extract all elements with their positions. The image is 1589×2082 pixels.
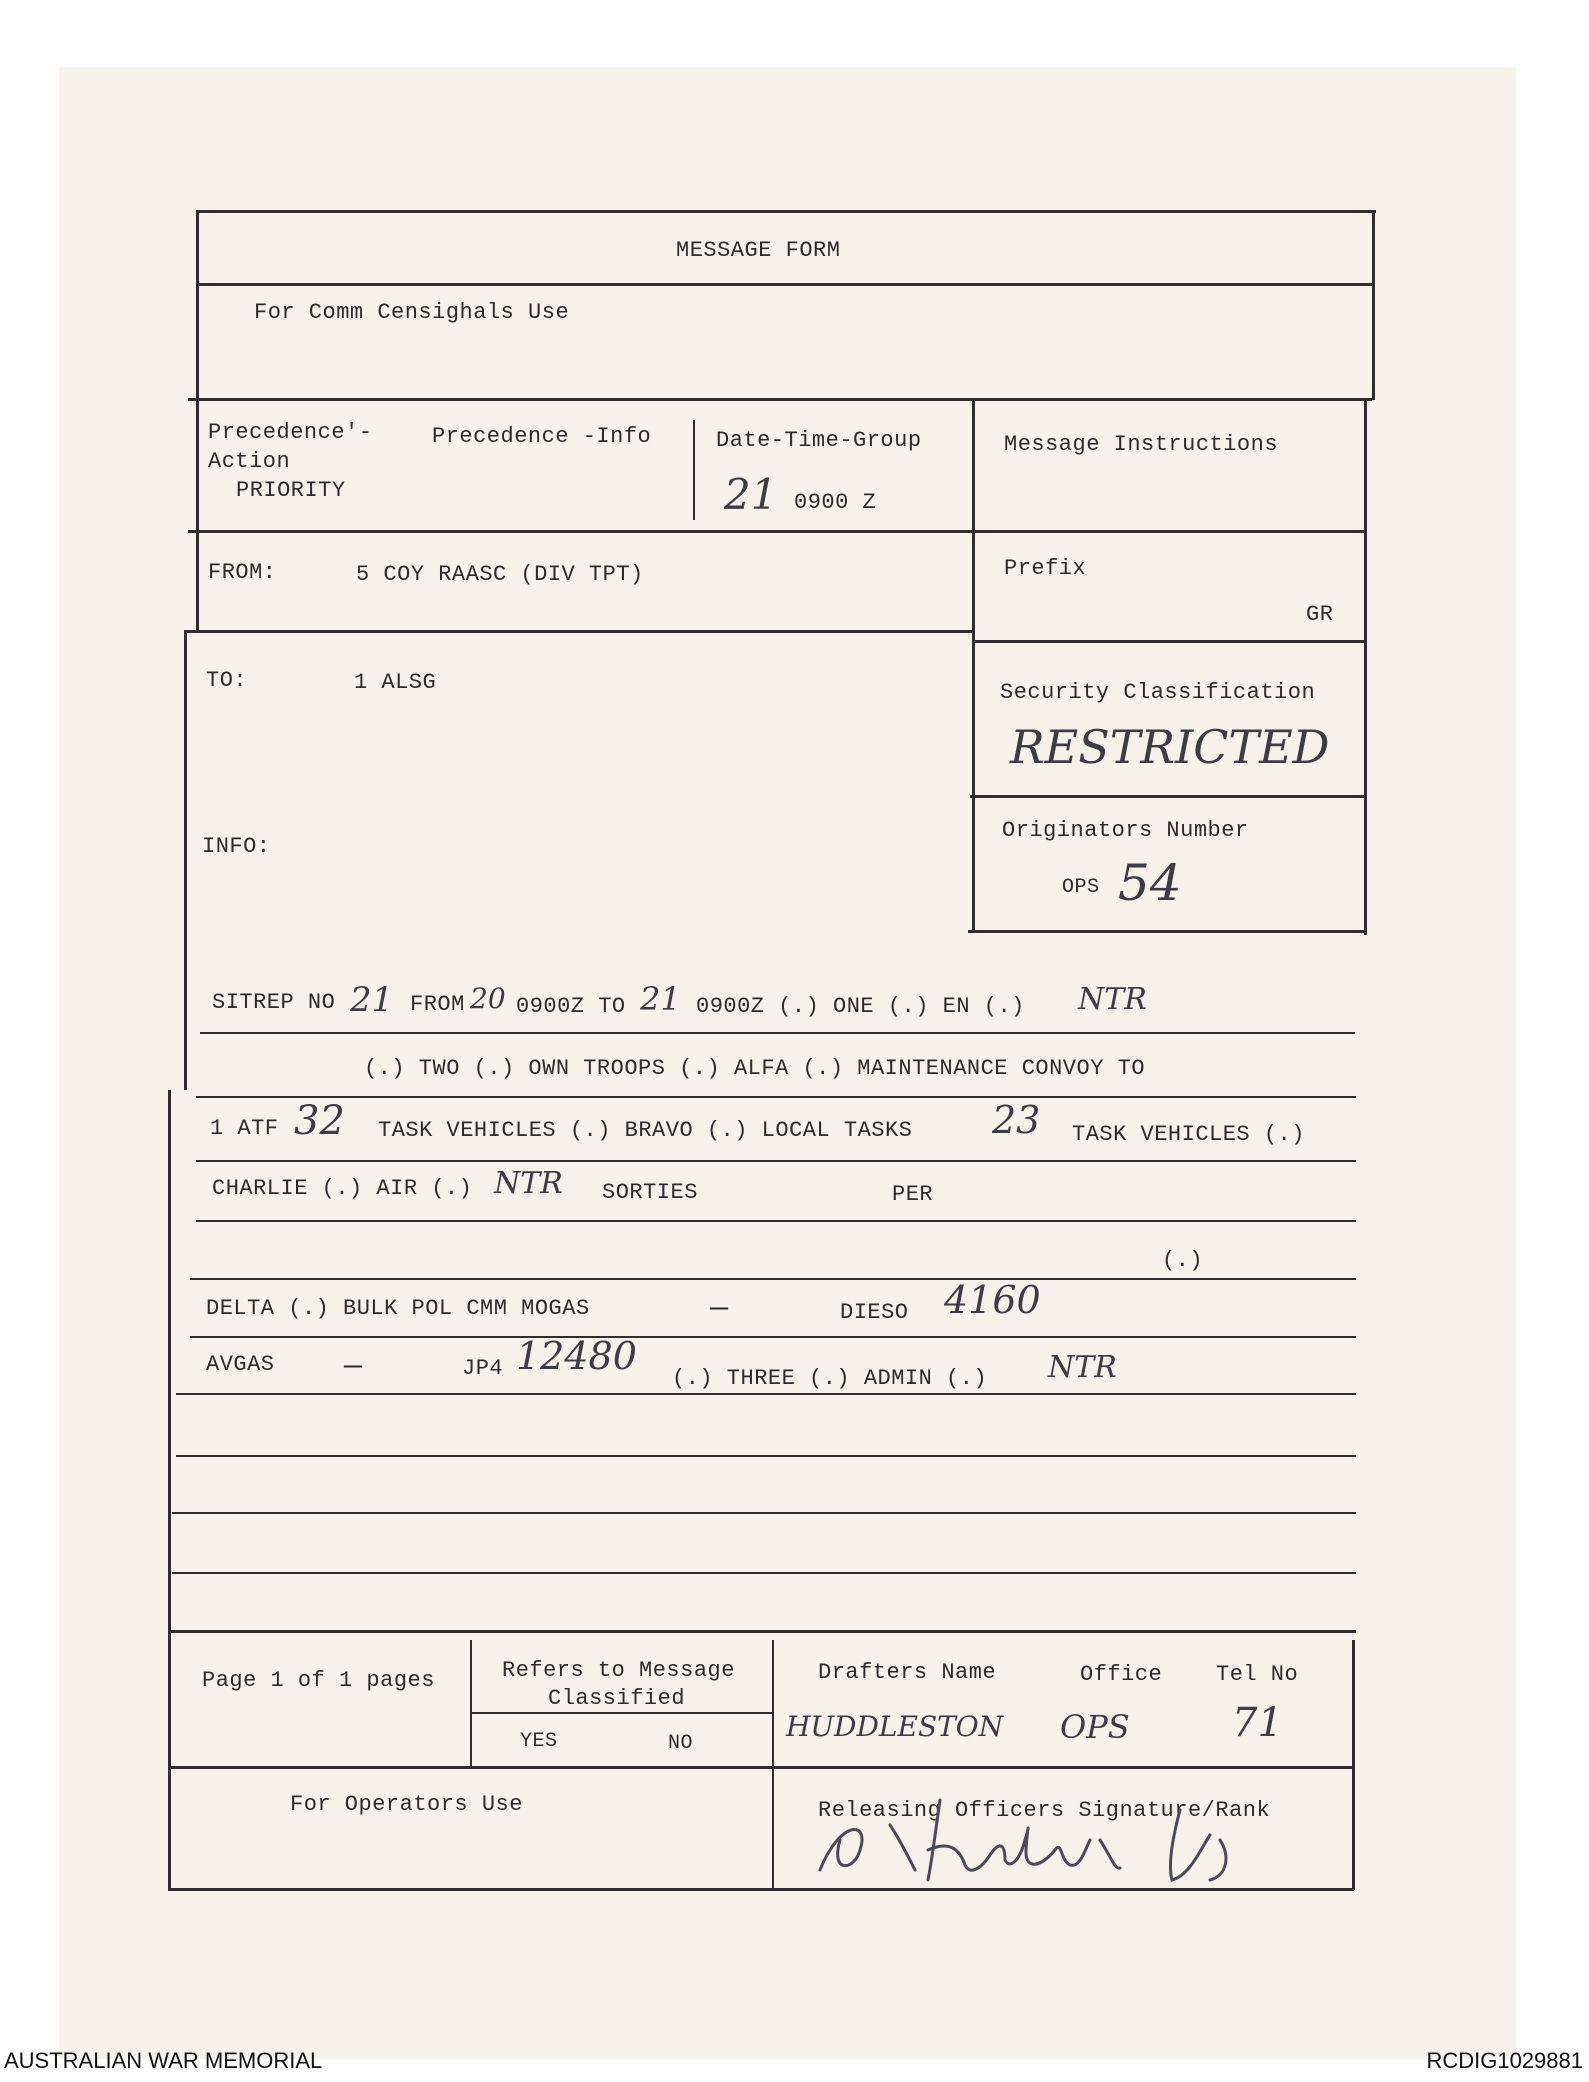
signature-icon (800, 1780, 1340, 1890)
body-line-7-a: AVGAS (206, 1352, 275, 1377)
drafters-name-handwritten: HUDDLESTON (786, 1710, 1004, 1743)
body-line-1-c: 0900Z TO (516, 994, 626, 1019)
body-line-6-a: DELTA (.) BULK POL CMM MOGAS (206, 1296, 590, 1321)
originators-prefix: OPS (1062, 876, 1100, 899)
body-line-7-hw: 12480 (516, 1334, 637, 1378)
form-left-rule-bottom (168, 1090, 171, 1890)
from-label: FROM: (208, 560, 277, 585)
tel-label: Tel No (1216, 1662, 1299, 1687)
body-line-2: (.) TWO (.) OWN TROOPS (.) ALFA (.) MAINTENANCE CONVOY TO (364, 1056, 1146, 1081)
body-line-1-b: FROM (410, 992, 465, 1017)
prefix-label: Prefix (1004, 556, 1087, 581)
right-column-divider (972, 400, 975, 930)
refers-no: NO (668, 1732, 694, 1755)
precedence-action-value: PRIORITY (236, 478, 346, 503)
comm-rule (188, 398, 1372, 401)
body-line-7-dash: — (344, 1350, 363, 1384)
form-left-rule-top (196, 210, 199, 630)
operators-use-label: For Operators Use (290, 1792, 523, 1817)
prefix-value: GR (1306, 602, 1334, 627)
drafters-name-label: Drafters Name (818, 1660, 997, 1685)
body-rule-3 (196, 1160, 1356, 1162)
form-right-rule-bottom (1352, 1640, 1355, 1890)
dtg-day-handwritten: 21 (724, 470, 778, 519)
releasing-officer-label: Releasing Officers Signature/Rank (818, 1798, 1271, 1823)
page-count: Page 1 of 1 pages (202, 1668, 435, 1693)
security-classification-label: Security Classification (1000, 680, 1316, 705)
security-rule (970, 795, 1366, 798)
precedence-action-label-1: Precedence'- (208, 420, 373, 445)
refers-rule (472, 1712, 772, 1714)
refers-label-1: Refers to Message (502, 1658, 735, 1683)
prefix-rule (974, 640, 1366, 643)
precedence-rule (188, 530, 1366, 533)
body-rule-10 (172, 1572, 1356, 1574)
refers-yes: YES (520, 1730, 558, 1753)
body-rule-1 (200, 1032, 1355, 1034)
body-line-1-hw-from: 20 (470, 982, 506, 1015)
body-rule-4 (196, 1220, 1356, 1222)
originators-number-handwritten: 54 (1118, 854, 1182, 912)
from-rule (184, 630, 974, 633)
to-value: 1 ALSG (354, 670, 437, 695)
body-rule-2 (196, 1096, 1356, 1098)
form-right-rule-top (1372, 210, 1375, 400)
dtg-label: Date-Time-Group (716, 428, 922, 453)
security-classification-handwritten: RESTRICTED (1010, 720, 1330, 774)
archive-caption-left: AUSTRALIAN WAR MEMORIAL (4, 2048, 323, 2073)
body-line-3-hw-23: 23 (992, 1098, 1041, 1142)
office-label: Office (1080, 1662, 1163, 1687)
body-line-7-b: JP4 (462, 1356, 504, 1381)
form-top-rule (196, 210, 1376, 213)
comm-centre-label: For Comm Censighals Use (254, 300, 570, 325)
body-line-1-a: SITREP NO (212, 990, 336, 1015)
body-line-6-dash: — (710, 1292, 729, 1326)
body-rule-5 (190, 1278, 1356, 1280)
body-line-3-b: TASK VEHICLES (.) BRAVO (.) LOCAL TASKS (378, 1118, 913, 1143)
archive-caption-right: RCDIG1029881 (1426, 2048, 1583, 2073)
body-rule-9 (172, 1512, 1356, 1514)
body-rule-6 (190, 1336, 1356, 1338)
body-line-4-b: SORTIES (602, 1180, 698, 1205)
body-line-3-hw-32: 32 (294, 1098, 345, 1144)
form-title: MESSAGE FORM (676, 238, 841, 263)
precedence-action-label-2: Action (208, 449, 291, 474)
body-line-5: (.) (1162, 1248, 1204, 1273)
message-instructions-label: Message Instructions (1004, 432, 1279, 457)
precedence-info-label: Precedence -Info (432, 424, 652, 449)
body-line-1-hw-ntr: NTR (1078, 982, 1147, 1017)
info-label: INFO: (202, 834, 271, 859)
footer-mid-rule (168, 1766, 1354, 1769)
footer-divider-2 (772, 1640, 774, 1890)
tel-handwritten: 71 (1232, 1700, 1283, 1746)
form-right-rule-mid (1364, 400, 1367, 935)
body-line-4-a: CHARLIE (.) AIR (.) (212, 1176, 473, 1201)
footer-top-rule (168, 1630, 1356, 1633)
dtg-divider (693, 420, 695, 520)
refers-label-2: Classified (548, 1686, 686, 1711)
body-rule-7 (176, 1393, 1356, 1395)
body-line-4-c: PER (892, 1182, 934, 1207)
body-line-3-c: TASK VEHICLES (.) (1072, 1122, 1305, 1147)
form-left-rule-mid (184, 630, 187, 1090)
footer-divider-1 (470, 1640, 472, 1768)
from-value: 5 COY RAASC (DIV TPT) (356, 562, 644, 587)
title-rule (196, 283, 1372, 286)
originators-number-label: Originators Number (1002, 818, 1249, 843)
dtg-time: 0900 Z (794, 490, 877, 515)
body-line-6-b: DIESO (840, 1300, 909, 1325)
body-line-1-d: 0900Z (.) ONE (.) EN (.) (696, 994, 1025, 1019)
body-line-3-a: 1 ATF (210, 1116, 279, 1141)
office-handwritten: OPS (1060, 1708, 1130, 1746)
body-line-1-hw-no: 21 (350, 980, 394, 1020)
body-line-7-c: (.) THREE (.) ADMIN (.) (672, 1366, 988, 1391)
body-line-1-hw-to: 21 (640, 980, 681, 1018)
body-line-7-hw-ntr: NTR (1048, 1350, 1117, 1385)
body-line-6-hw: 4160 (944, 1278, 1041, 1322)
originators-rule (968, 930, 1366, 933)
body-line-4-hw-ntr: NTR (494, 1166, 563, 1201)
body-rule-8 (176, 1455, 1356, 1457)
to-label: TO: (206, 668, 248, 693)
